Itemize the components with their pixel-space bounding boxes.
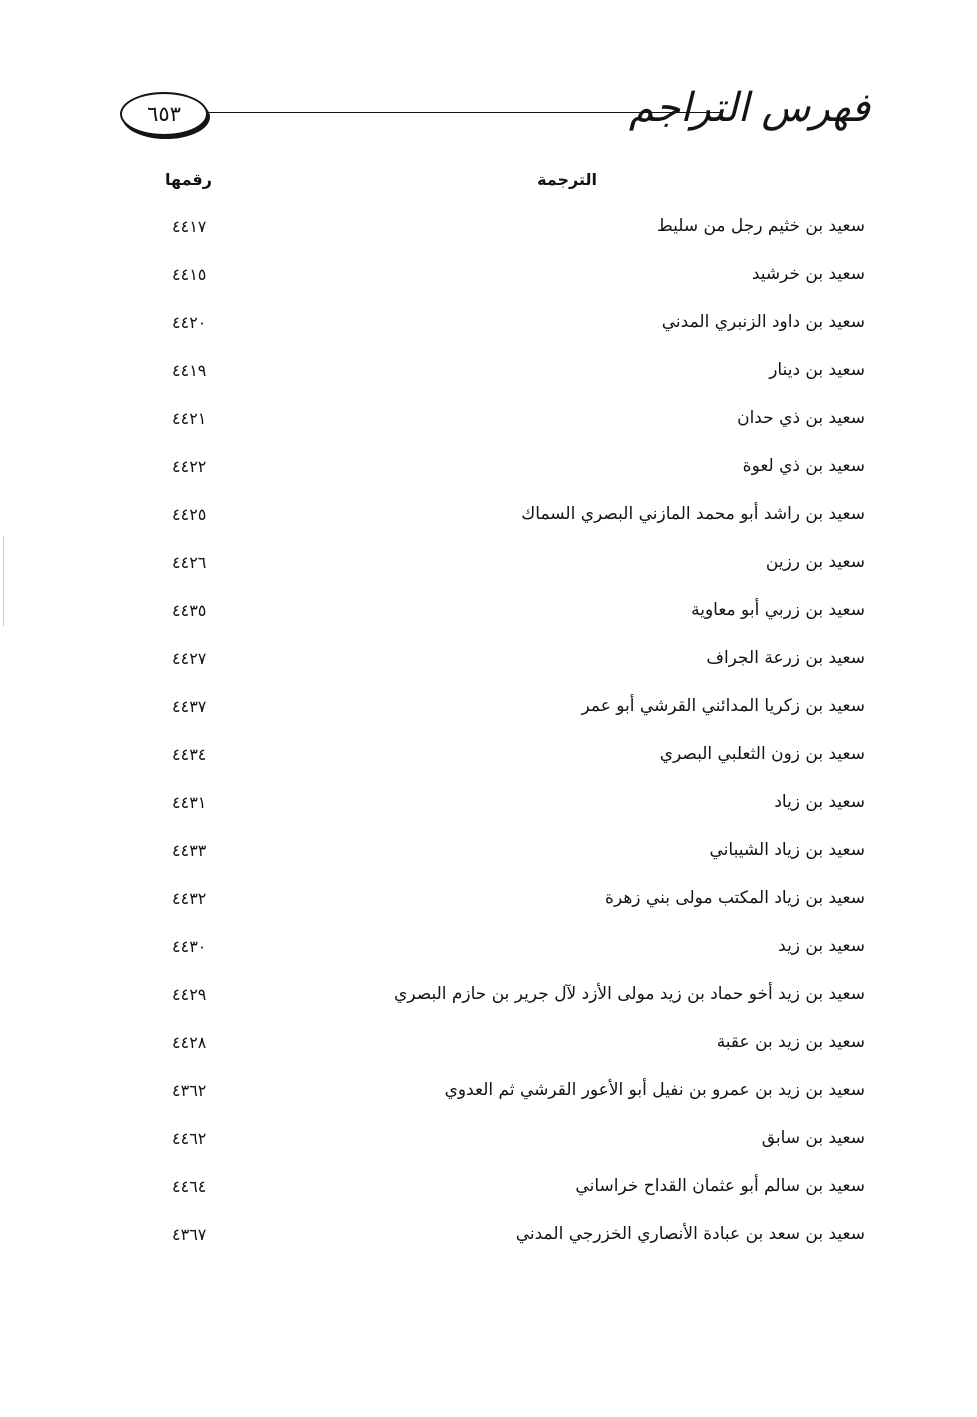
- index-row: [150, 830, 865, 878]
- entry-name: سعيد بن سالم أبو عثمان القداح خراساني: [575, 1176, 865, 1196]
- index-row: [150, 1070, 865, 1118]
- column-headers: [150, 166, 865, 198]
- index-row: [150, 926, 865, 974]
- entry-number: ٤٤٢٦: [172, 553, 207, 572]
- entry-number: ٤٣٦٧: [172, 1225, 207, 1244]
- entry-number: ٤٤٣٥: [172, 601, 207, 620]
- entry-name: سعيد بن زياد الشيباني: [709, 840, 865, 860]
- entry-number: ٤٤٢٩: [172, 985, 207, 1004]
- entry-number: ٤٤٢٢: [172, 457, 207, 476]
- entry-name: سعيد بن سابق: [761, 1128, 865, 1148]
- index-row: [150, 1118, 865, 1166]
- index-row: [150, 1214, 865, 1262]
- entry-name: سعيد بن زربي أبو معاوية: [691, 600, 865, 620]
- entry-name: سعيد بن ذي لعوة: [742, 456, 865, 476]
- entry-number: ٤٤٣٣: [172, 841, 207, 860]
- entry-name: سعيد بن زيد: [778, 936, 865, 956]
- entry-name: سعيد بن زكريا المدائني القرشي أبو عمر: [581, 696, 865, 716]
- entry-name: سعيد بن زون الثعلبي البصري: [659, 744, 865, 764]
- index-row: [150, 1166, 865, 1214]
- page-header: [110, 78, 870, 162]
- entry-number: ٤٤٣١: [172, 793, 207, 812]
- page-number: ٦٥٣: [120, 92, 208, 136]
- index-list: [150, 206, 865, 1262]
- entry-name: سعيد بن زيد بن عمرو بن نفيل أبو الأعور القرشي ثم العدوي: [444, 1080, 865, 1100]
- index-row: [150, 686, 865, 734]
- index-row: [150, 398, 865, 446]
- index-row: [150, 734, 865, 782]
- index-row: [150, 974, 865, 1022]
- page-title: فهرس التراجم: [628, 85, 870, 131]
- entry-number: ٤٤٢١: [172, 409, 207, 428]
- entry-number: ٤٣٦٢: [172, 1081, 207, 1100]
- index-row: [150, 1022, 865, 1070]
- entry-name: سعيد بن راشد أبو محمد المازني البصري السماك: [521, 504, 865, 524]
- entry-name: سعيد بن زياد المكتب مولى بني زهرة: [605, 888, 865, 908]
- entry-number: ٤٤٣٠: [172, 937, 207, 956]
- entry-name: سعيد بن ذي حدان: [737, 408, 865, 428]
- column-header-number: رقمها: [165, 170, 212, 189]
- index-row: [150, 254, 865, 302]
- entry-name: سعيد بن سعد بن عبادة الأنصاري الخزرجي المدني: [515, 1224, 865, 1244]
- entry-name: سعيد بن زياد: [774, 792, 865, 812]
- entry-number: ٤٤٢٥: [172, 505, 207, 524]
- entry-name: سعيد بن داود الزنبري المدني: [661, 312, 865, 332]
- entry-number: ٤٤١٩: [172, 361, 207, 380]
- entry-name: سعيد بن زيد بن عقبة: [716, 1032, 865, 1052]
- index-row: [150, 446, 865, 494]
- entry-number: ٤٤٦٢: [172, 1129, 207, 1148]
- index-row: [150, 494, 865, 542]
- entry-number: ٤٤١٧: [172, 217, 207, 236]
- index-row: [150, 638, 865, 686]
- entry-name: سعيد بن خثيم رجل من سليط: [656, 216, 865, 236]
- entry-name: سعيد بن رزين: [765, 552, 865, 572]
- index-row: [150, 878, 865, 926]
- entry-number: ٤٤٢٧: [172, 649, 207, 668]
- entry-name: سعيد بن دينار: [769, 360, 865, 380]
- entry-name: سعيد بن خرشيد: [751, 264, 865, 284]
- entry-number: ٤٤٣٧: [172, 697, 207, 716]
- entry-number: ٤٤٢٨: [172, 1033, 207, 1052]
- entry-number: ٤٤٦٤: [172, 1177, 207, 1196]
- entry-number: ٤٤٣٤: [172, 745, 207, 764]
- column-header-name: الترجمة: [537, 170, 597, 189]
- index-row: [150, 590, 865, 638]
- index-row: [150, 350, 865, 398]
- entry-number: ٤٤٢٠: [172, 313, 207, 332]
- index-row: [150, 782, 865, 830]
- entry-number: ٤٤١٥: [172, 265, 207, 284]
- index-row: [150, 302, 865, 350]
- entry-name: سعيد بن زيد أخو حماد بن زيد مولى الأزد لآل جرير بن حازم البصري: [394, 984, 865, 1004]
- margin-mark: [3, 536, 4, 626]
- entry-name: سعيد بن زرعة الجراف: [706, 648, 865, 668]
- entry-number: ٤٤٣٢: [172, 889, 207, 908]
- index-row: [150, 542, 865, 590]
- index-row: [150, 206, 865, 254]
